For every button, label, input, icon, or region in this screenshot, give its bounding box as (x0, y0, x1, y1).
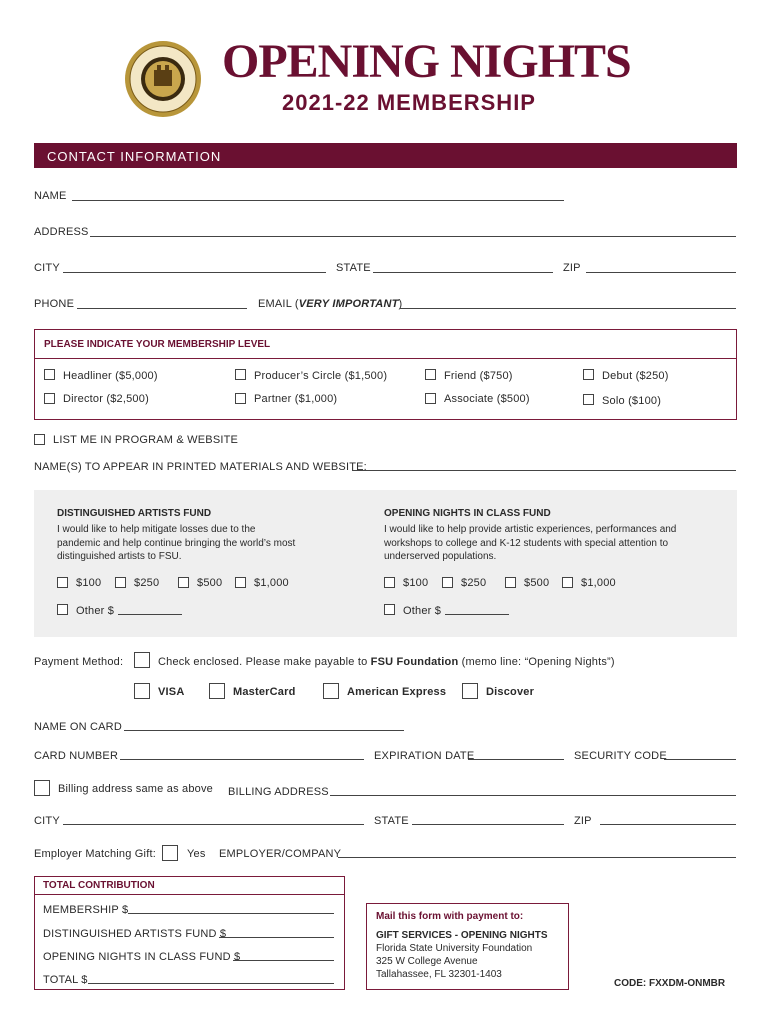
class-amount-100: $100 (403, 577, 429, 589)
address-field[interactable] (90, 236, 736, 237)
level-producers-circle: Producer’s Circle ($1,500) (254, 370, 388, 382)
card-visa: VISA (158, 686, 185, 698)
total-field[interactable] (88, 983, 334, 984)
name-on-card-field[interactable] (124, 730, 404, 731)
checkbox-discover[interactable] (462, 683, 478, 699)
checkbox-class-250[interactable] (442, 577, 453, 588)
card-mastercard: MasterCard (233, 686, 296, 698)
checkbox-producers-circle[interactable] (235, 369, 246, 380)
class-fund-desc: I would like to help provide artistic experiences, performances and workshops to college and K-12 students with special attention to underserved populations. (384, 524, 677, 562)
total-membership-label: MEMBERSHIP $ (43, 904, 129, 916)
level-debut: Debut ($250) (602, 370, 669, 382)
security-code-label: SECURITY CODE (574, 750, 667, 762)
artists-other-field[interactable] (118, 614, 182, 615)
artists-other-label: Other $ (76, 605, 115, 617)
class-fund-title: OPENING NIGHTS IN CLASS FUND (384, 508, 551, 519)
checkbox-employer-yes[interactable] (162, 845, 178, 861)
class-amount-500: $500 (524, 577, 550, 589)
billing-zip-field[interactable] (600, 824, 736, 825)
mail-line2: 325 W College Avenue (376, 956, 478, 967)
name-field[interactable] (72, 200, 564, 201)
artists-fund-title: DISTINGUISHED ARTISTS FUND (57, 508, 212, 519)
card-discover: Discover (486, 686, 535, 698)
checkbox-debut[interactable] (583, 369, 594, 380)
level-partner: Partner ($1,000) (254, 393, 338, 405)
class-amount-1000: $1,000 (581, 577, 616, 589)
checkbox-artists-250[interactable] (115, 577, 126, 588)
phone-label: PHONE (34, 298, 75, 310)
employer-yes-label: Yes (187, 848, 206, 860)
artists-amount-1000: $1,000 (254, 577, 289, 589)
artists-amount-100: $100 (76, 577, 102, 589)
artists-fund-desc: I would like to help mitigate losses due to the pandemic and help continue bringing the world’s most distinguished artists to FSU. (57, 524, 296, 562)
membership-divider (35, 358, 736, 359)
checkbox-class-100[interactable] (384, 577, 395, 588)
state-field[interactable] (373, 272, 553, 273)
page-subtitle: 2021-22 MEMBERSHIP (282, 90, 536, 115)
city-label: CITY (34, 262, 60, 274)
zip-field[interactable] (586, 272, 736, 273)
card-number-field[interactable] (120, 759, 364, 760)
class-other-field[interactable] (445, 614, 509, 615)
university-seal (124, 40, 202, 118)
level-director: Director ($2,500) (63, 393, 149, 405)
total-contribution-title: TOTAL CONTRIBUTION (43, 880, 155, 891)
checkbox-headliner[interactable] (44, 369, 55, 380)
checkbox-amex[interactable] (323, 683, 339, 699)
checkbox-artists-other[interactable] (57, 604, 68, 615)
level-associate: Associate ($500) (444, 393, 530, 405)
billing-same-label: Billing address same as above (58, 783, 213, 795)
checkbox-associate[interactable] (425, 393, 436, 404)
expiration-field[interactable] (468, 759, 564, 760)
form-code: CODE: FXXDM-ONMBR (614, 978, 726, 989)
email-label (258, 298, 402, 310)
names-label: NAME(S) TO APPEAR IN PRINTED MATERIALS AND WEBSITE: (34, 461, 367, 473)
security-code-field[interactable] (664, 759, 736, 760)
level-friend: Friend ($750) (444, 370, 513, 382)
zip-label: ZIP (563, 262, 581, 274)
checkbox-visa[interactable] (134, 683, 150, 699)
checkbox-partner[interactable] (235, 393, 246, 404)
mail-org: GIFT SERVICES - OPENING NIGHTS (376, 930, 548, 941)
check-text-suffix: (memo line: “Opening Nights”) (458, 656, 615, 668)
card-number-label: CARD NUMBER (34, 750, 119, 762)
checkbox-director[interactable] (44, 393, 55, 404)
checkbox-list-me[interactable] (34, 434, 45, 445)
billing-state-label: STATE (374, 815, 409, 827)
billing-city-field[interactable] (63, 824, 364, 825)
billing-state-field[interactable] (412, 824, 564, 825)
card-amex: American Express (347, 686, 447, 698)
names-field[interactable] (352, 470, 736, 471)
employer-match-label: Employer Matching Gift: (34, 848, 156, 860)
checkbox-class-1000[interactable] (562, 577, 573, 588)
billing-zip-label: ZIP (574, 815, 592, 827)
class-amount-250: $250 (461, 577, 487, 589)
email-label-suffix: ) (398, 298, 403, 310)
checkbox-friend[interactable] (425, 369, 436, 380)
level-solo: Solo ($100) (602, 395, 662, 407)
employer-field[interactable] (338, 857, 736, 858)
contact-section-header (34, 143, 737, 168)
mail-line3: Tallahassee, FL 32301-1403 (376, 969, 502, 980)
checkbox-artists-500[interactable] (178, 577, 189, 588)
email-label-emphasis: VERY IMPORTANT (298, 298, 399, 310)
total-label: TOTAL $ (43, 974, 88, 986)
total-artists-field[interactable] (219, 937, 334, 938)
name-label: NAME (34, 190, 67, 202)
check-payee: FSU Foundation (370, 656, 459, 668)
artists-amount-250: $250 (134, 577, 160, 589)
seal-icon (124, 40, 202, 118)
check-text-prefix: Check enclosed. Please make payable to (158, 656, 371, 668)
list-me-label: LIST ME IN PROGRAM & WEBSITE (53, 434, 239, 446)
email-field[interactable] (400, 308, 736, 309)
billing-address-label: BILLING ADDRESS (228, 786, 329, 798)
checkbox-class-500[interactable] (505, 577, 516, 588)
membership-title: PLEASE INDICATE YOUR MEMBERSHIP LEVEL (44, 339, 271, 350)
city-field[interactable] (63, 272, 326, 273)
checkbox-class-other[interactable] (384, 604, 395, 615)
totals-divider (35, 894, 344, 895)
contact-section-title: CONTACT INFORMATION (47, 149, 222, 164)
total-class-field[interactable] (233, 960, 334, 961)
artists-amount-500: $500 (197, 577, 223, 589)
name-on-card-label: NAME ON CARD (34, 721, 122, 733)
page-title: OPENING NIGHTS (222, 35, 631, 88)
state-label: STATE (336, 262, 371, 274)
payment-method-label: Payment Method: (34, 656, 124, 668)
total-class-label: OPENING NIGHTS IN CLASS FUND $ (43, 951, 241, 963)
check-enclosed-label (158, 656, 615, 668)
phone-field[interactable] (77, 308, 247, 309)
expiration-label: EXPIRATION DATE (374, 750, 475, 762)
employer-label: EMPLOYER/COMPANY (219, 848, 342, 860)
class-other-label: Other $ (403, 605, 442, 617)
total-membership-field[interactable] (128, 913, 334, 914)
checkbox-artists-1000[interactable] (235, 577, 246, 588)
checkbox-check-enclosed[interactable] (134, 652, 150, 668)
billing-address-field[interactable] (330, 795, 736, 796)
mail-title: Mail this form with payment to: (376, 911, 524, 922)
checkbox-billing-same[interactable] (34, 780, 50, 796)
checkbox-mastercard[interactable] (209, 683, 225, 699)
email-label-prefix: EMAIL ( (258, 298, 299, 310)
checkbox-artists-100[interactable] (57, 577, 68, 588)
total-artists-label: DISTINGUISHED ARTISTS FUND $ (43, 928, 227, 940)
address-label: ADDRESS (34, 226, 89, 238)
checkbox-solo[interactable] (583, 394, 594, 405)
billing-city-label: CITY (34, 815, 60, 827)
level-headliner: Headliner ($5,000) (63, 370, 158, 382)
mail-line1: Florida State University Foundation (376, 943, 533, 954)
